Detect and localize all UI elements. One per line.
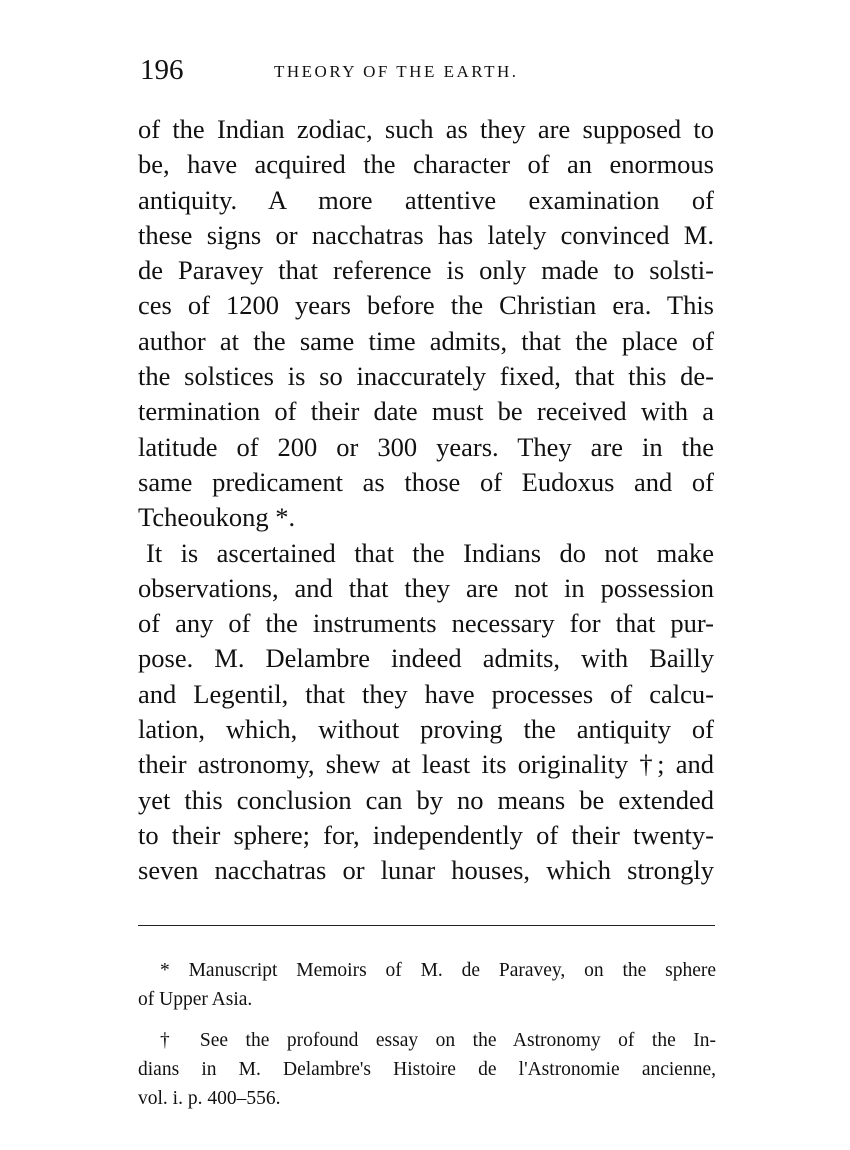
body-line: the solstices is so inaccurately fixed, that this de- [138,361,714,392]
body-line: observations, and that they are not in possession [138,572,714,603]
footnote-gap [138,1014,716,1026]
body-line: author at the same time admits, that the place of [138,325,714,356]
body-line: latitude of 200 or 300 years. They are in the [138,431,714,462]
footnote-line: dians in M. Delambre's Histoire de l'Astronomie ancienne, [138,1059,716,1080]
body-line: lation, which, without proving the antiquity of [138,714,714,745]
body-line: to their sphere; for, independently of their twenty- [138,819,714,850]
running-head [140,52,720,92]
body-line: It is ascertained that the Indians do not make [146,537,714,568]
footnote-line: of Upper Asia. [138,989,253,1010]
body-line: yet this conclusion can by no means be extended [138,784,714,815]
running-title: THEORY OF THE EARTH. [274,62,519,81]
body-line: be, have acquired the character of an enormous [138,149,714,180]
body-line: same predicament as those of Eudoxus and of [138,466,714,497]
body-line: of the Indian zodiac, such as they are supposed to [138,114,714,144]
footnote-line: vol. i. p. 400–556. [138,1088,281,1109]
body-text [138,112,714,889]
body-line: seven nacchatras or lunar houses, which strongly [138,855,714,886]
body-line: termination of their date must be received with a [138,396,714,427]
body-line: Tcheoukong *. [138,502,296,533]
footnotes [138,956,716,1113]
page-number: 196 [140,54,184,86]
body-line: antiquity. A more attentive examination of [138,184,714,215]
body-line: pose. M. Delambre indeed admits, with Bailly [138,643,714,674]
body-line: and Legentil, that they have processes of calcu- [138,678,714,709]
body-line: de Paravey that reference is only made to solsti- [138,255,714,286]
body-line: ces of 1200 years before the Christian era. This [138,290,714,321]
footnote-line: * Manuscript Memoirs of M. de Paravey, on the sphere [160,960,716,981]
body-line: these signs or nacchatras has lately convinced M. [138,219,714,250]
body-line: their astronomy, shew at least its originality †; and [138,749,714,780]
body-line: of any of the instruments necessary for that pur- [138,608,714,639]
footnote-rule [138,925,715,926]
footnote-line: † See the profound essay on the Astronomy of the In- [160,1030,716,1051]
